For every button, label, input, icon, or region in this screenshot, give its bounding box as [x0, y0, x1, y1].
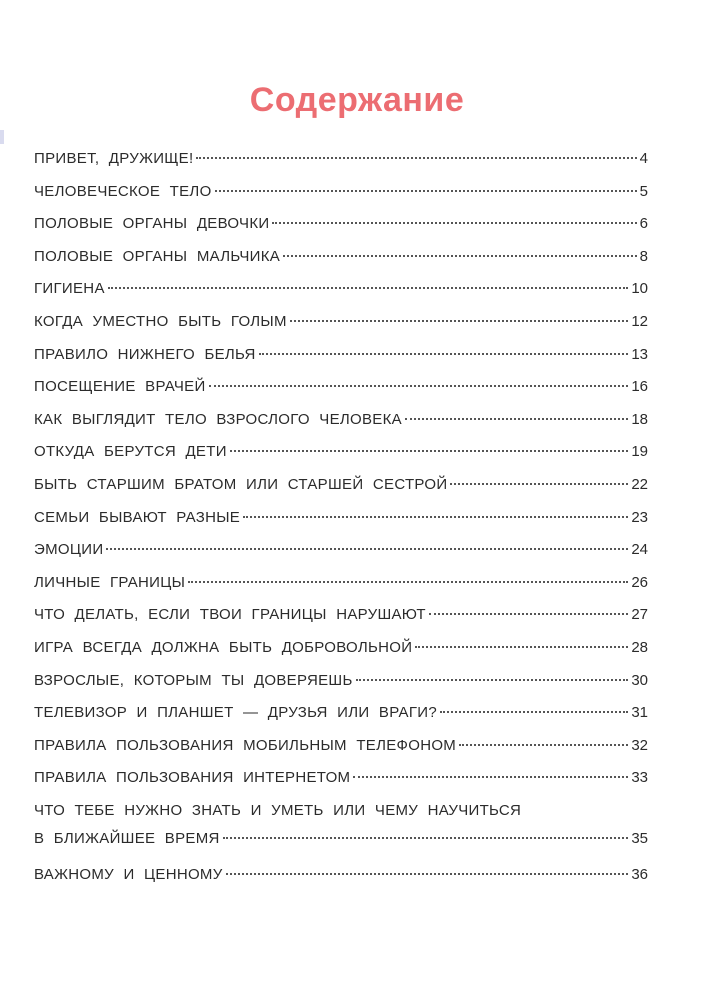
dot-leader	[356, 679, 629, 681]
toc-entry-label: ТЕЛЕВИЗОР И ПЛАНШЕТ — ДРУЗЬЯ ИЛИ ВРАГИ?	[34, 704, 437, 722]
dot-leader	[226, 873, 629, 875]
toc-entry-label: ПОСЕЩЕНИЕ ВРАЧЕЙ	[34, 378, 206, 396]
toc-entry-label: ВЗРОСЛЫЕ, КОТОРЫМ ТЫ ДОВЕРЯЕШЬ	[34, 671, 353, 689]
dot-leader	[196, 157, 636, 159]
toc-entry-label: КАК ВЫГЛЯДИТ ТЕЛО ВЗРОСЛОГО ЧЕЛОВЕКА	[34, 410, 402, 428]
page-edge-mark	[0, 130, 4, 144]
toc-entry-page-number: 13	[631, 345, 648, 363]
toc-entry	[34, 509, 648, 542]
toc-entry-page-number: 27	[631, 606, 648, 624]
table-of-contents	[34, 150, 648, 898]
toc-entry-label: ВАЖНОМУ И ЦЕННОМУ	[34, 865, 223, 883]
toc-entry	[34, 248, 648, 281]
toc-entry-label: ЧТО ТЕБЕ НУЖНО ЗНАТЬ И УМЕТЬ ИЛИ ЧЕМУ НАУЧИТЬСЯ	[34, 801, 522, 819]
toc-entry-label: ЛИЧНЫЕ ГРАНИЦЫ	[34, 573, 186, 591]
toc-entry-page-number: 36	[631, 865, 648, 883]
dot-leader	[215, 190, 637, 192]
toc-entry-page-number: 12	[631, 312, 648, 330]
dot-leader	[353, 776, 628, 778]
toc-entry	[34, 606, 648, 639]
dot-leader	[106, 548, 628, 550]
toc-entry-label: ПОЛОВЫЕ ОРГАНЫ МАЛЬЧИКА	[34, 247, 281, 265]
toc-entry-label: ОТКУДА БЕРУТСЯ ДЕТИ	[34, 443, 227, 461]
toc-entry-page-number: 19	[631, 443, 648, 461]
toc-entry	[34, 704, 648, 737]
toc-entry-label: ЧТО ДЕЛАТЬ, ЕСЛИ ТВОИ ГРАНИЦЫ НАРУШАЮТ	[34, 606, 426, 624]
dot-leader	[429, 613, 628, 615]
dot-leader	[459, 744, 628, 746]
toc-entry-page-number: 6	[639, 215, 648, 233]
toc-entry	[34, 313, 648, 346]
toc-entry	[34, 574, 648, 607]
toc-entry-page-number: 24	[631, 541, 648, 559]
toc-entry-label: ИГРА ВСЕГДА ДОЛЖНА БЫТЬ ДОБРОВОЛЬНОЙ	[34, 638, 413, 656]
toc-entry-page-number: 26	[631, 573, 648, 591]
toc-entry-page-number: 16	[631, 378, 648, 396]
toc-entry-label: ПРАВИЛО НИЖНЕГО БЕЛЬЯ	[34, 345, 256, 363]
toc-entry-page-number: 32	[631, 736, 648, 754]
toc-entry-page-number: 23	[631, 508, 648, 526]
dot-leader	[450, 483, 628, 485]
toc-entry	[34, 541, 648, 574]
toc-entry-page-number: 30	[631, 671, 648, 689]
toc-entry-label: ГИГИЕНА	[34, 280, 105, 298]
toc-entry-page-number: 18	[631, 410, 648, 428]
toc-entry	[34, 672, 648, 705]
dot-leader	[290, 320, 629, 322]
toc-entry-page-number: 22	[631, 475, 648, 493]
toc-entry-page-number: 4	[639, 150, 648, 167]
dot-leader	[188, 581, 628, 583]
toc-entry	[34, 378, 648, 411]
toc-entry-page-number: 5	[639, 182, 648, 200]
dot-leader	[283, 255, 637, 257]
dot-leader	[209, 385, 629, 387]
toc-entry-page-number: 31	[631, 704, 648, 722]
toc-entry-label: ПРАВИЛА ПОЛЬЗОВАНИЯ МОБИЛЬНЫМ ТЕЛЕФОНОМ	[34, 736, 457, 754]
toc-entry	[34, 280, 648, 313]
toc-entry-label: СЕМЬИ БЫВАЮТ РАЗНЫЕ	[34, 508, 241, 526]
toc-entry-label: ЭМОЦИИ	[34, 541, 104, 559]
toc-entry	[34, 346, 648, 379]
toc-entry-page-number: 10	[631, 280, 648, 298]
toc-entry-page-number: 8	[639, 247, 648, 265]
toc-entry-label: ПОЛОВЫЕ ОРГАНЫ ДЕВОЧКИ	[34, 215, 270, 233]
dot-leader	[223, 837, 629, 839]
toc-entry-label: ПРАВИЛА ПОЛЬЗОВАНИЯ ИНТЕРНЕТОМ	[34, 769, 351, 787]
toc-entry	[34, 802, 648, 866]
toc-entry	[34, 183, 648, 216]
toc-entry	[34, 411, 648, 444]
toc-entry-page-number: 35	[631, 829, 648, 847]
dot-leader	[415, 646, 628, 648]
toc-entry	[34, 215, 648, 248]
page-title: Содержание	[249, 80, 465, 119]
dot-leader	[230, 450, 629, 452]
toc-entry	[34, 150, 648, 183]
toc-entry-label: БЫТЬ СТАРШИМ БРАТОМ ИЛИ СТАРШЕЙ СЕСТРОЙ	[34, 475, 448, 493]
toc-entry	[34, 443, 648, 476]
dot-leader	[243, 516, 628, 518]
toc-entry	[34, 866, 648, 899]
dot-leader	[259, 353, 629, 355]
toc-entry-label: ЧЕЛОВЕЧЕСКОЕ ТЕЛО	[34, 182, 212, 200]
toc-entry	[34, 639, 648, 672]
toc-entry	[34, 737, 648, 770]
toc-entry	[34, 769, 648, 802]
toc-entry-page-number: 33	[631, 769, 648, 787]
dot-leader	[440, 711, 628, 713]
dot-leader	[108, 287, 629, 289]
toc-entry-label: КОГДА УМЕСТНО БЫТЬ ГОЛЫМ	[34, 312, 287, 330]
toc-entry	[34, 476, 648, 509]
dot-leader	[272, 222, 636, 224]
toc-entry-label-continued: В БЛИЖАЙШЕЕ ВРЕМЯ	[34, 829, 220, 847]
dot-leader	[405, 418, 628, 420]
toc-entry-label: ПРИВЕТ, ДРУЖИЩЕ!	[34, 150, 194, 167]
toc-entry-page-number: 28	[631, 638, 648, 656]
